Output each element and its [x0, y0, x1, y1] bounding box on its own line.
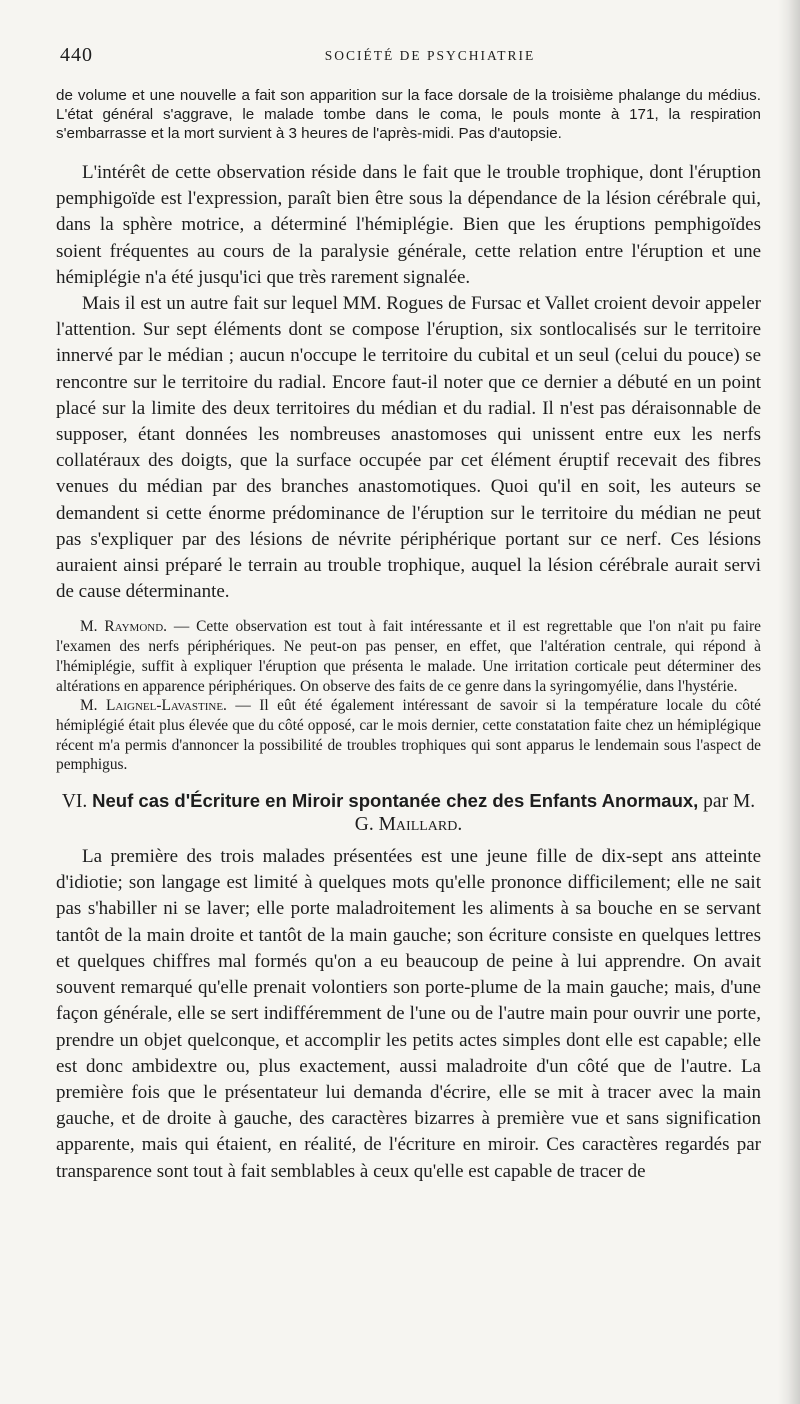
paragraph-first-patient: La première des trois malades présentées est une jeune fille de dix-sept ans atteinte d'idiotie; son langage est limité à quelques mots qu'elle prononce difficilement; elle ne sait pas s'habiller ni se laver; elle porte maladroitement les aliments à sa bouche en se servant tantôt de la main droite et tantôt de la main gauche; son écriture consiste en quelques lettres et quelques chiffres mal formés qu'on a eu beaucoup de peine à lui apprendre. On avait souvent remarqué qu'elle prenait volontiers son porte-plume de la main gauche; mais, d'une façon générale, elle se sert indifféremment de l'une ou de l'autre main pour ouvrir une porte, prendre un objet quelconque, et accomplir les petits actes simples dont elle est capable; elle est donc ambidextre ou, plus exactement, aussi maladroite d'un côté que de l'autre. La première fois que le présentateur lui demanda d'écrire, elle se mit à tracer avec la main gauche, et de droite à gauche, des caractères bizarres à première vue et sans signification apparente, mais qui étaient, en réalité, de l'écriture en miroir. Ces caractères regardés par transparence sont tout à fait semblables à ceux qu'elle est capable de tracer de	[56, 846, 761, 1182]
section-numeral: VI.	[61, 791, 88, 813]
discussion-text: — Cette observation est tout à fait intéressante et il est regrettable que l'on n'ait pu faire l'examen des nerfs périphériques. Ne peut-on pas penser, en effet, que l'altération centrale, qui répond à l'hémiplégie, suffit à expliquer l'éruption que présenta le malade. Une irritation corticale peut déterminer des altérations en apparence périphériques. On observe des faits de ce genre dans la syringomyélie, dans l'hystérie.	[56, 618, 761, 695]
page-number: 440	[60, 44, 93, 66]
page-edge-shadow	[778, 0, 800, 1404]
page-body	[56, 86, 761, 1185]
discussion-laignel-lavastine	[56, 696, 761, 775]
paragraph-case-ending: de volume et une nouvelle a fait son apparition sur la face dorsale de la troisième phalange du médius. L'état général s'aggrave, le malade tombe dans le coma, le pouls monte à 171, la respiration s'embarrasse et la mort survient à 3 heures de l'après-midi. Pas d'autopsie.	[56, 87, 761, 142]
section-by: par M. G.	[354, 791, 756, 836]
section-author: Maillard.	[378, 814, 463, 836]
discussion-raymond	[56, 617, 761, 696]
paragraph-interest: L'intérêt de cette observation réside dans le fait que le trouble trophique, dont l'éruption pemphigoïde est l'expression, paraît bien être sous la dépendance de la lésion cérébrale qui, dans la sphère motrice, a déterminé l'hémiplégie. Bien que les éruptions pemphigoïdes soient fréquentes au cours de la paralysie générale, cette relation entre l'éruption et une hémiplégie n'a été jusqu'ici que très rarement signalée.	[56, 162, 761, 288]
speaker-name: M. Laignel-Lavastine.	[80, 697, 227, 715]
running-head: SOCIÉTÉ DE PSYCHIATRIE	[324, 48, 536, 63]
page-header	[60, 44, 760, 72]
section-heading	[56, 789, 761, 836]
discussion-text: — Il eût été également intéressant de savoir si la température locale du côté hémiplégié était plus élevée que du côté opposé, car le mois dernier, cette constatation faite chez un hémiplégique récent m'a permis d'annoncer la possibilité de troubles trophiques qui sont apparus le lendemain sous l'aspect de pemphigus.	[56, 697, 761, 774]
speaker-name: M. Raymond.	[80, 618, 167, 636]
paragraph-median-nerve: Mais il est un autre fait sur lequel MM. Rogues de Fursac et Vallet croient devoir appeler l'attention. Sur sept éléments dont se compose l'éruption, six sontlocalisés sur le territoire innervé par le médian ; aucun n'occupe le territoire du cubital et un seul (celui du pouce) se rencontre sur le territoire du radial. Encore faut-il noter que ce dernier a débuté en un point placé sur la limite des deux territoires du médian et du radial. Il n'est pas déraisonnable de supposer, étant données les nombreuses anastomoses qui unissent entre eux les nerfs collatéraux des doigts, que la surface occupée par cet élément éruptif recevait des fibres venues du médian par des branches anastomotiques. Quoi qu'il en soit, les auteurs se demandent si cette énorme prédominance de l'éruption sur le territoire du médian ne peut pas s'expliquer par des lésions de névrite périphérique portant sur ce nerf. Ces lésions auraient ainsi préparé le terrain au trouble trophique, auquel la lésion cérébrale aurait servi de cause déterminante.	[56, 293, 761, 603]
section-title: Neuf cas d'Écriture en Miroir spontanée chez des Enfants Anormaux,	[92, 790, 699, 812]
